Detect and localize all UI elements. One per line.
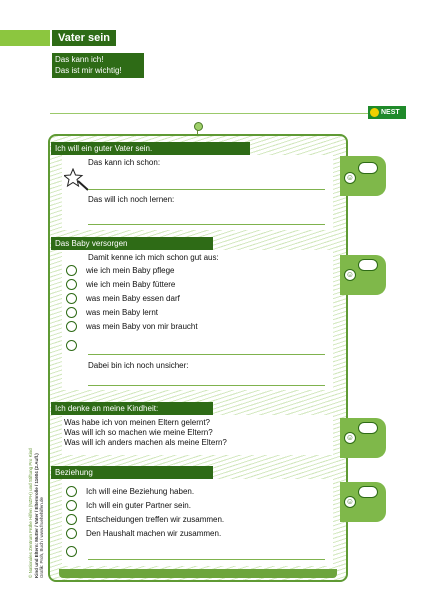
prompt-learn: Das will ich noch lernen:: [88, 195, 175, 204]
smiley-tab: [340, 418, 386, 458]
section-header-father: Ich will ein guter Vater sein.: [51, 142, 250, 155]
write-line[interactable]: [88, 385, 325, 386]
subtitle-line-1: Das kann ich!: [55, 55, 104, 64]
baby-item: was mein Baby lernt: [86, 308, 159, 317]
childhood-question: Was will ich anders machen als meine Eltern?: [64, 438, 227, 447]
pin-icon: [194, 122, 203, 131]
credit-text: [28, 398, 45, 578]
page-title: Vater sein: [52, 30, 116, 46]
page-subtitle: [52, 53, 144, 78]
credit-line-2: Kind und Eltern: Mutter / Vater / Elternrolle / 11604 (2.Aufl.): [33, 453, 39, 578]
checkbox-circle[interactable]: [66, 293, 77, 304]
header-accent-bar: [0, 30, 50, 46]
section-header-childhood: Ich denke an meine Kindheit:: [51, 402, 213, 415]
speech-bubble-icon: [358, 162, 378, 174]
smiley-icon: ☺: [345, 497, 355, 506]
checkbox-circle[interactable]: [66, 546, 77, 557]
baby-item: wie ich mein Baby füttere: [86, 280, 176, 289]
baby-item: was mein Baby von mir braucht: [86, 322, 198, 331]
relationship-item: Ich will eine Beziehung haben.: [86, 487, 195, 496]
speech-bubble-icon: [358, 486, 378, 498]
card-bottom-stripe: [59, 569, 337, 578]
baby-item: was mein Baby essen darf: [86, 294, 180, 303]
smiley-icon: ☺: [345, 433, 355, 442]
childhood-question: Was will ich so machen wie meine Eltern?: [64, 428, 213, 437]
smiley-tab: [340, 482, 386, 522]
speech-bubble-icon: [358, 259, 378, 271]
write-line[interactable]: [88, 354, 325, 355]
star-wand-icon: [64, 168, 90, 192]
write-line[interactable]: [88, 224, 325, 225]
write-line[interactable]: [88, 559, 325, 560]
smiley-icon: ☺: [345, 173, 355, 182]
checkbox-circle[interactable]: [66, 340, 77, 351]
credit-line-3: Grafik: Proh, Buch / www.fruehehilfen.de: [39, 496, 44, 578]
section-header-relationship: Beziehung: [51, 466, 213, 479]
credit-line-1: © Nationales Zentrum Frühe Hilfen (NZFH) und Stiftung Pro Kind: [28, 448, 33, 578]
checkbox-circle[interactable]: [66, 307, 77, 318]
nest-logo-label: NEST: [381, 109, 400, 116]
sun-icon: [370, 108, 379, 117]
relationship-item: Ich will ein guter Partner sein.: [86, 501, 191, 510]
checkbox-circle[interactable]: [66, 514, 77, 525]
write-line[interactable]: [88, 189, 325, 190]
smiley-tab: [340, 255, 386, 295]
baby-unsure: Dabei bin ich noch unsicher:: [88, 361, 189, 370]
baby-item: wie ich mein Baby pflege: [86, 266, 175, 275]
speech-bubble-icon: [358, 422, 378, 434]
childhood-question: Was habe ich von meinen Eltern gelernt?: [64, 418, 211, 427]
smiley-icon: ☺: [345, 270, 355, 279]
checkbox-circle[interactable]: [66, 528, 77, 539]
checkbox-circle[interactable]: [66, 321, 77, 332]
smiley-tab: [340, 156, 386, 196]
checkbox-circle[interactable]: [66, 279, 77, 290]
relationship-item: Den Haushalt machen wir zusammen.: [86, 529, 222, 538]
nest-logo: [368, 106, 406, 119]
checkbox-circle[interactable]: [66, 500, 77, 511]
relationship-item: Entscheidungen treffen wir zusammen.: [86, 515, 225, 524]
baby-intro: Damit kenne ich mich schon gut aus:: [88, 253, 219, 262]
logo-rule: [50, 113, 368, 114]
subtitle-line-2: Das ist mir wichtig!: [55, 66, 122, 75]
prompt-can: Das kann ich schon:: [88, 158, 161, 167]
checkbox-circle[interactable]: [66, 265, 77, 276]
checkbox-circle[interactable]: [66, 486, 77, 497]
section-header-baby: Das Baby versorgen: [51, 237, 213, 250]
